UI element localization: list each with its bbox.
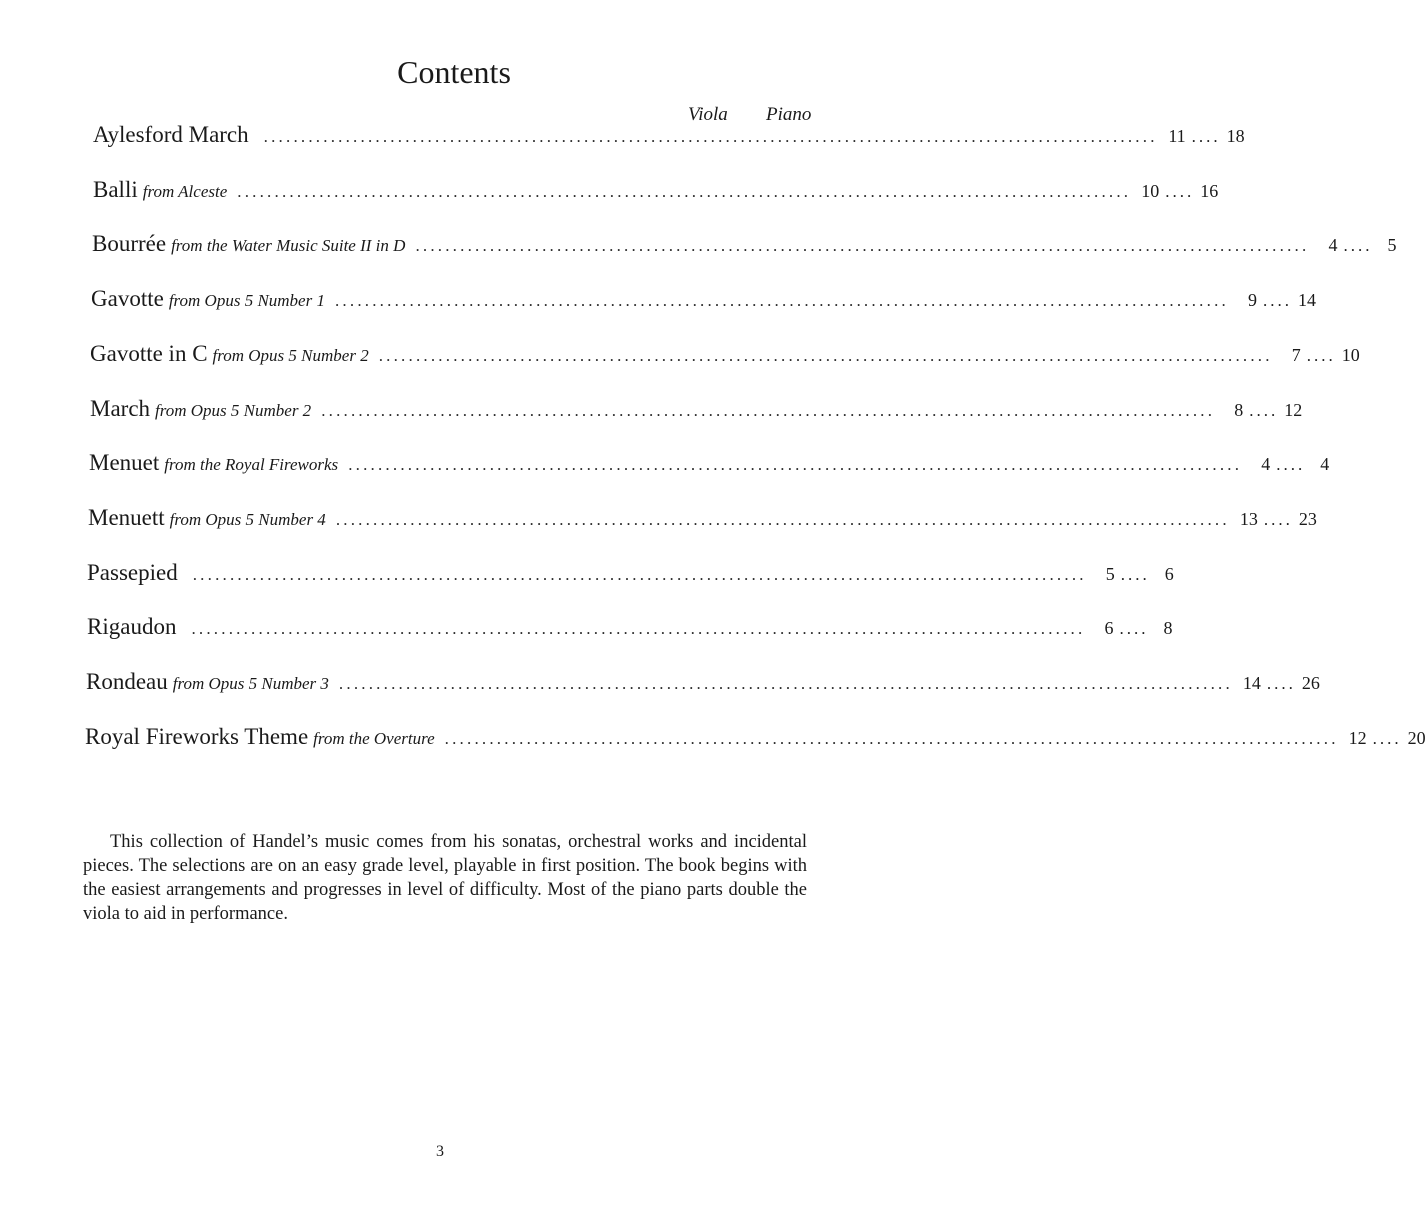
dot-leader: ........................................................................................................................ bbox=[263, 127, 1158, 146]
intro-paragraph: This collection of Handel’s music comes from his sonatas, orchestral works and incidental pieces. The selections are on an easy grade level, playable in first position. The book begins with the easiest arrangements and progresses in level of difficulty. Most of the piano parts double the viola to aid in performance. bbox=[83, 832, 807, 924]
toc-entry-title: Menuet bbox=[89, 450, 160, 475]
toc-entry-title: Bourrée bbox=[92, 231, 167, 256]
toc-entry-title: Rigaudon bbox=[87, 614, 177, 639]
toc-entry-subtitle: from Alceste bbox=[142, 182, 228, 201]
dot-separator: .... bbox=[1165, 182, 1195, 201]
toc-entry-title: Rondeau bbox=[86, 669, 168, 694]
column-header-viola: Viola bbox=[688, 104, 728, 125]
dot-separator: .... bbox=[1343, 236, 1373, 255]
toc-entry-title: Gavotte bbox=[91, 286, 164, 311]
toc-entry-viola-page: 10 bbox=[1141, 181, 1160, 201]
toc-entry-viola-page: 9 bbox=[1247, 290, 1257, 310]
toc-entry bbox=[89, 450, 1330, 484]
page-number: 3 bbox=[436, 1143, 444, 1160]
toc-entry-subtitle: from Opus 5 Number 1 bbox=[168, 291, 325, 310]
dot-leader: ........................................................................................................................ bbox=[237, 182, 1132, 201]
toc-entry-viola-page: 4 bbox=[1261, 454, 1271, 474]
toc-entry-viola-page: 4 bbox=[1328, 235, 1338, 255]
toc-entry-piano-page: 12 bbox=[1284, 400, 1303, 420]
toc-entry-piano-page: 20 bbox=[1407, 728, 1426, 748]
toc-entry-piano-page: 26 bbox=[1301, 673, 1320, 693]
toc-entry-viola-page: 6 bbox=[1104, 618, 1114, 638]
toc-entry-piano-page: 8 bbox=[1163, 618, 1173, 638]
toc-entry-title: Menuett bbox=[88, 505, 165, 530]
toc-entry-subtitle: from Opus 5 Number 2 bbox=[212, 346, 369, 365]
toc-entry-viola-page: 14 bbox=[1242, 673, 1261, 693]
toc-entry-subtitle: from Opus 5 Number 4 bbox=[169, 510, 326, 529]
page-title: Contents bbox=[397, 54, 511, 90]
toc-entry bbox=[93, 177, 1219, 211]
toc-entry-subtitle: from Opus 5 Number 2 bbox=[155, 401, 312, 420]
toc-entry bbox=[88, 505, 1317, 539]
column-header-piano: Piano bbox=[766, 104, 812, 125]
toc-entry bbox=[92, 231, 1397, 265]
toc-entry bbox=[91, 286, 1316, 320]
toc-entry-piano-page: 16 bbox=[1200, 181, 1219, 201]
dot-separator: .... bbox=[1266, 674, 1296, 693]
toc-entry-title: Passepied bbox=[87, 560, 178, 585]
dot-leader: ........................................................................................................................ bbox=[334, 291, 1229, 310]
toc-entry-viola-page: 11 bbox=[1168, 126, 1186, 146]
toc-entry-piano-page: 10 bbox=[1341, 345, 1360, 365]
dot-separator: .... bbox=[1372, 729, 1402, 748]
toc-entry bbox=[90, 341, 1360, 375]
dot-separator: .... bbox=[1263, 510, 1293, 529]
toc-entry-piano-page: 18 bbox=[1226, 126, 1245, 146]
dot-separator: .... bbox=[1276, 455, 1306, 474]
toc-entry bbox=[87, 614, 1173, 648]
dot-leader: ........................................................................................................................ bbox=[321, 401, 1216, 420]
toc-entry-subtitle: from the Overture bbox=[313, 729, 435, 748]
dot-separator: .... bbox=[1119, 619, 1149, 638]
toc-entry bbox=[87, 560, 1174, 594]
toc-entry bbox=[90, 396, 1303, 430]
dot-leader: ........................................................................................................................ bbox=[415, 236, 1310, 255]
toc-entry bbox=[86, 669, 1320, 703]
toc-entry bbox=[93, 122, 1245, 156]
dot-separator: .... bbox=[1249, 401, 1279, 420]
toc-entry-title: Gavotte in C bbox=[90, 341, 208, 366]
toc-entry-piano-page: 6 bbox=[1164, 564, 1174, 584]
toc-entry-piano-page: 14 bbox=[1297, 290, 1316, 310]
toc-entry-subtitle: from the Water Music Suite II in D bbox=[171, 236, 406, 255]
toc-entry-title: Aylesford March bbox=[93, 122, 249, 147]
dot-leader: ........................................................................................................................ bbox=[338, 674, 1233, 693]
toc-entry-subtitle: from Opus 5 Number 3 bbox=[172, 674, 329, 693]
toc-entry-piano-page: 4 bbox=[1320, 454, 1330, 474]
toc-entry-subtitle: from the Royal Fireworks bbox=[164, 455, 339, 474]
dot-leader: ........................................................................................................................ bbox=[192, 565, 1087, 584]
toc-entry-viola-page: 8 bbox=[1234, 400, 1244, 420]
dot-leader: ........................................................................................................................ bbox=[191, 619, 1086, 638]
toc-entry-title: March bbox=[90, 396, 151, 421]
toc-entry-viola-page: 5 bbox=[1105, 564, 1115, 584]
dot-leader: ........................................................................................................................ bbox=[335, 510, 1230, 529]
dot-leader: ........................................................................................................................ bbox=[444, 729, 1339, 748]
dot-separator: .... bbox=[1262, 291, 1292, 310]
toc-entry-title: Balli bbox=[93, 177, 138, 202]
dot-leader: ........................................................................................................................ bbox=[378, 346, 1273, 365]
dot-separator: .... bbox=[1306, 346, 1336, 365]
toc-entry-piano-page: 5 bbox=[1387, 235, 1397, 255]
toc-entry-viola-page: 13 bbox=[1239, 509, 1258, 529]
dot-leader: ........................................................................................................................ bbox=[348, 455, 1243, 474]
dot-separator: .... bbox=[1191, 127, 1221, 146]
toc-entry-viola-page: 7 bbox=[1291, 345, 1301, 365]
dot-separator: .... bbox=[1120, 565, 1150, 584]
toc-entry bbox=[85, 724, 1426, 758]
toc-entry-piano-page: 23 bbox=[1298, 509, 1317, 529]
toc-entry-viola-page: 12 bbox=[1348, 728, 1367, 748]
toc-entry-title: Royal Fireworks Theme bbox=[85, 724, 309, 749]
